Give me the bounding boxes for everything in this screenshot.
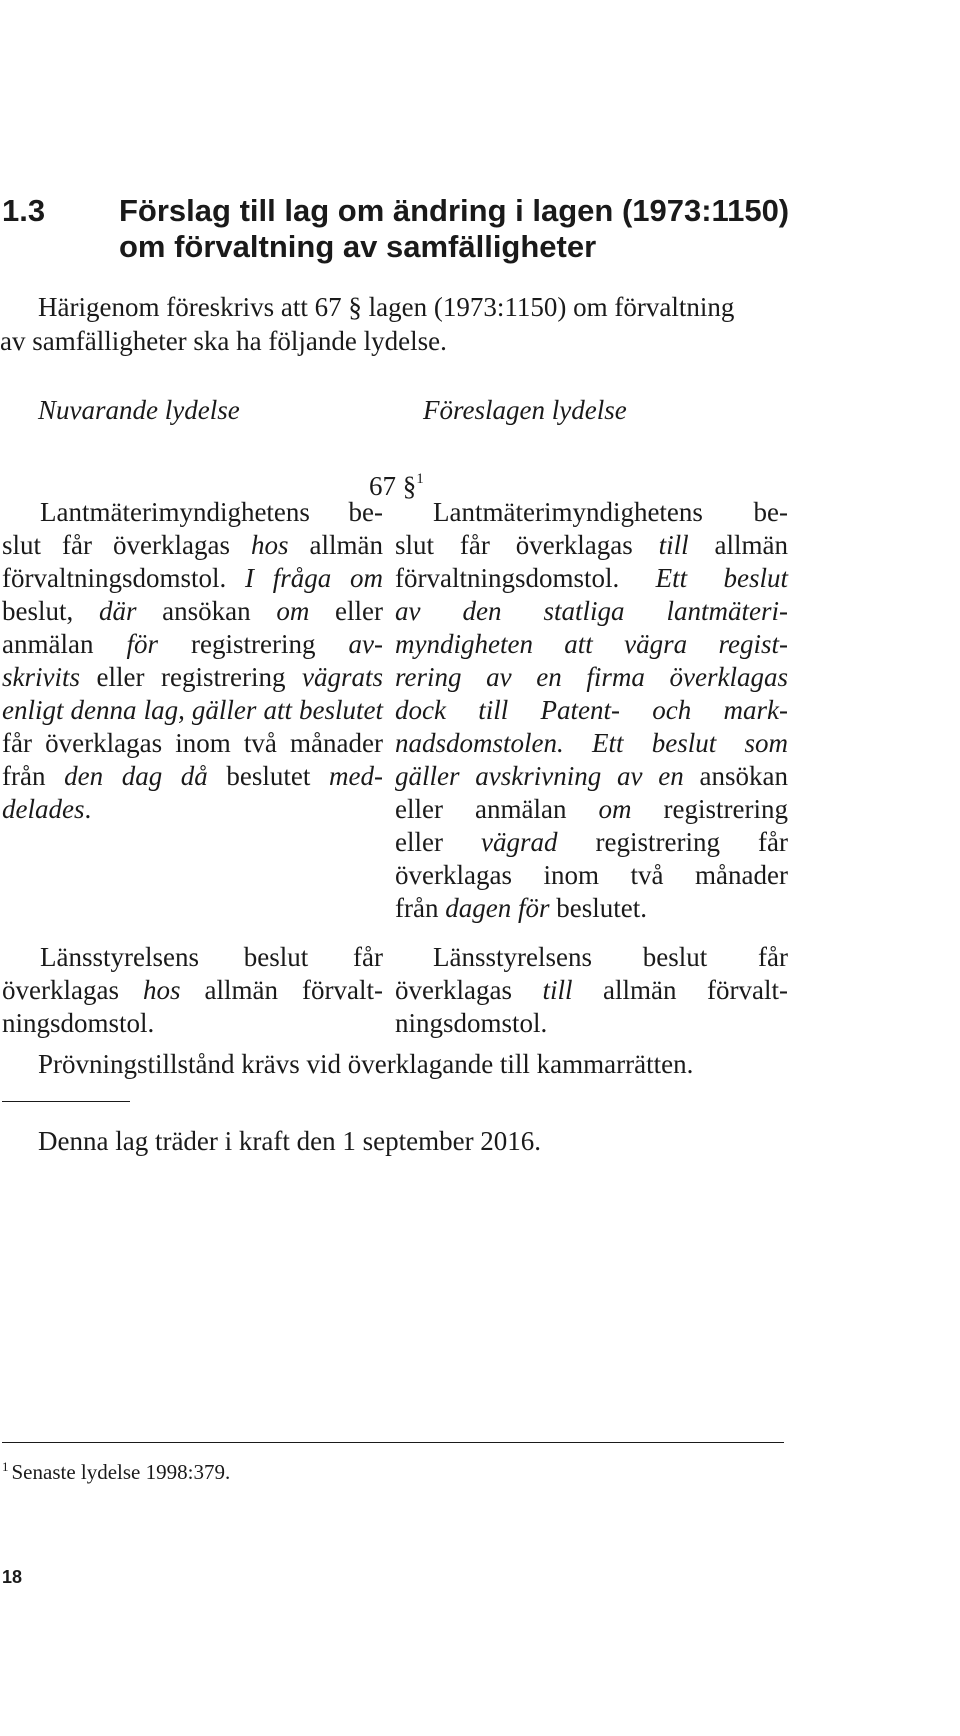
text-run-italic: med- bbox=[329, 761, 384, 791]
intro-text bbox=[0, 290, 798, 358]
commencement-text: Denna lag träder i kraft den 1 september 2016. bbox=[38, 1126, 542, 1156]
footnote bbox=[2, 1454, 230, 1485]
text-run: Länsstyrelsens beslut får bbox=[433, 942, 788, 972]
text-line bbox=[395, 595, 788, 628]
text-run: beslut, bbox=[2, 596, 99, 626]
full-width-sentence: Prövningstillstånd krävs vid överklagande till kammarrätten. bbox=[38, 1049, 694, 1079]
text-run-italic: till bbox=[542, 975, 573, 1005]
text-run: överklagas bbox=[2, 975, 143, 1005]
text-run: beslutet bbox=[207, 761, 330, 791]
text-run-italic: om bbox=[276, 596, 310, 626]
text-line bbox=[395, 974, 788, 1007]
footnote-divider bbox=[2, 1442, 784, 1443]
proposed-wording-p1 bbox=[395, 496, 788, 925]
text-run: överklagas inom två månader bbox=[395, 860, 788, 890]
text-run: allmän bbox=[288, 530, 383, 560]
text-line bbox=[2, 974, 383, 1007]
text-line bbox=[395, 496, 788, 529]
text-run: allmän bbox=[688, 530, 788, 560]
text-run-italic: myndigheten att vägra regist- bbox=[395, 629, 788, 659]
text-run: registrering får bbox=[557, 827, 788, 857]
intro-line-1: Härigenom föreskrivs att 67 § lagen (1973:1150) om förvaltning bbox=[38, 292, 735, 322]
text-run: överklagas bbox=[395, 975, 543, 1005]
text-run-italic: I fråga om bbox=[245, 563, 383, 593]
section-title-line-1: Förslag till lag om ändring i lagen (1973:1150) bbox=[119, 193, 790, 228]
text-run: från bbox=[395, 893, 446, 923]
text-run-italic: vägrats bbox=[302, 662, 383, 692]
page-number: 18 bbox=[2, 1567, 23, 1587]
intro-line-2: av samfälligheter ska ha följande lydelse. bbox=[0, 326, 447, 356]
text-run-italic: den dag då bbox=[64, 761, 208, 791]
text-run: Lantmäterimyndighetens be- bbox=[433, 497, 788, 527]
current-wording-p1 bbox=[2, 496, 383, 826]
text-run: anmälan bbox=[2, 629, 127, 659]
text-run-italic: av- bbox=[348, 629, 383, 659]
text-run: beslutet. bbox=[549, 893, 647, 923]
proposed-version-heading: Föreslagen lydelse bbox=[423, 395, 627, 425]
text-run-italic: delades bbox=[2, 794, 85, 824]
footnote-reference: 1 bbox=[416, 471, 424, 487]
text-run: registrering bbox=[158, 629, 349, 659]
text-run-italic: dock till Patent- och mark- bbox=[395, 695, 788, 725]
text-line bbox=[2, 628, 383, 661]
text-line bbox=[2, 529, 383, 562]
section-title-line-2: om förvaltning av samfälligheter bbox=[119, 229, 597, 264]
text-line bbox=[395, 727, 788, 760]
text-run-italic: Ett beslut bbox=[655, 563, 788, 593]
text-run: . bbox=[84, 794, 92, 824]
text-line bbox=[2, 562, 383, 595]
text-line bbox=[2, 760, 383, 793]
text-line bbox=[395, 694, 788, 727]
text-run: ningsdomstol. bbox=[2, 1008, 155, 1038]
text-run: ansökan bbox=[136, 596, 277, 626]
text-run: eller registrering bbox=[80, 662, 302, 692]
paragraph-number: 67 § bbox=[369, 471, 417, 501]
text-run: slut får överklagas bbox=[395, 530, 659, 560]
text-run-italic: rering av en firma överklagas bbox=[395, 662, 788, 692]
text-line bbox=[395, 760, 788, 793]
text-run: allmän förvalt- bbox=[572, 975, 788, 1005]
text-line bbox=[395, 628, 788, 661]
text-line bbox=[2, 661, 383, 694]
text-run: får överklagas inom två månader bbox=[2, 728, 383, 758]
section-number: 1.3 bbox=[2, 193, 46, 228]
text-run: eller bbox=[309, 596, 384, 626]
text-run-italic: hos bbox=[250, 530, 289, 560]
text-line bbox=[2, 595, 383, 628]
footnote-number: 1 bbox=[2, 1459, 9, 1474]
text-run: eller bbox=[395, 827, 481, 857]
text-line bbox=[395, 1007, 788, 1040]
text-line bbox=[2, 694, 383, 727]
text-run-italic: hos bbox=[142, 975, 181, 1005]
text-line bbox=[395, 661, 788, 694]
text-run-italic: nadsdomstolen. Ett beslut som bbox=[395, 728, 788, 758]
current-version-heading: Nuvarande lydelse bbox=[38, 395, 240, 425]
text-run-italic: om bbox=[598, 794, 632, 824]
text-run: förvaltningsdomstol. bbox=[395, 563, 656, 593]
proposed-wording-p2 bbox=[395, 941, 788, 1040]
text-run-italic: av den statliga lantmäteri- bbox=[395, 596, 788, 626]
text-run: allmän förvalt- bbox=[180, 975, 383, 1005]
text-line bbox=[2, 941, 383, 974]
text-line bbox=[395, 826, 788, 859]
divider bbox=[2, 1101, 130, 1102]
text-line bbox=[395, 529, 788, 562]
text-run-italic: skrivits bbox=[2, 662, 80, 692]
footnote-text: Senaste lydelse 1998:379. bbox=[11, 1460, 231, 1484]
text-line bbox=[2, 496, 383, 529]
text-line bbox=[395, 941, 788, 974]
text-run-italic: dagen för bbox=[445, 893, 550, 923]
text-line bbox=[395, 562, 788, 595]
text-run: förvaltningsdomstol. bbox=[2, 563, 245, 593]
text-line bbox=[395, 859, 788, 892]
text-run: ansökan bbox=[683, 761, 788, 791]
text-run-italic: där bbox=[98, 596, 137, 626]
text-line bbox=[2, 1007, 383, 1040]
text-run-italic: enligt denna lag, gäller att beslutet bbox=[2, 695, 383, 725]
text-run: slut får överklagas bbox=[2, 530, 251, 560]
section-title bbox=[119, 193, 839, 265]
text-line bbox=[2, 793, 383, 826]
text-run: Lantmäterimyndighetens be- bbox=[40, 497, 383, 527]
text-run-italic: gäller avskrivning av en bbox=[395, 761, 684, 791]
current-wording-p2 bbox=[2, 941, 383, 1040]
text-run: Länsstyrelsens beslut får bbox=[40, 942, 383, 972]
text-run: från bbox=[2, 761, 65, 791]
text-line bbox=[395, 793, 788, 826]
text-line bbox=[2, 727, 383, 760]
text-run: eller anmälan bbox=[395, 794, 599, 824]
text-run-italic: för bbox=[126, 629, 158, 659]
text-run-italic: till bbox=[658, 530, 689, 560]
text-run-italic: vägrad bbox=[481, 827, 558, 857]
text-run: ningsdomstol. bbox=[395, 1008, 548, 1038]
text-line bbox=[395, 892, 788, 925]
text-run: registrering bbox=[631, 794, 788, 824]
